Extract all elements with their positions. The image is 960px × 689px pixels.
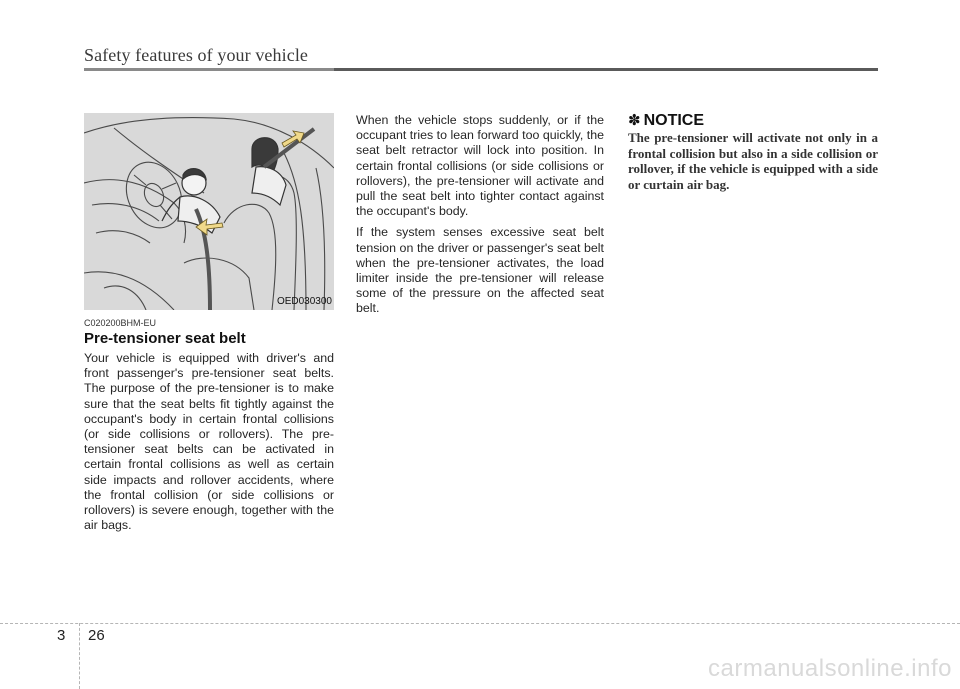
header-rule bbox=[84, 68, 878, 71]
section-code: C020200BHM-EU bbox=[84, 318, 157, 328]
footer-divider bbox=[79, 623, 80, 689]
car-interior-drawing bbox=[84, 113, 334, 310]
section-body: Your vehicle is equipped with driver's and front passenger's pre-tensioner seat belts. The purpose of the pre-tensioner is to make sure that the seat belts fit tightly against the occupant's body in certain frontal collisions (or side collisions or rollovers). The pre-tensioner seat belts can be activated in certain frontal collisions as well as certain side impacts and rollover accidents, where the frontal collision (or side collisions or rollovers) is severe enough, together with the air bags. bbox=[84, 351, 334, 533]
page-number: 26 bbox=[88, 627, 105, 644]
page-header-title: Safety features of your vehicle bbox=[84, 45, 309, 65]
notice-mark-icon: ✽ bbox=[628, 112, 641, 129]
section-heading: Pre-tensioner seat belt bbox=[84, 330, 246, 347]
header-rule-accent bbox=[84, 68, 334, 71]
column2-text bbox=[356, 113, 604, 323]
seat-belt-illustration bbox=[84, 113, 334, 310]
column2-paragraph-2: If the system senses excessive seat belt tension on the driver or passenger's seat belt when the pre-tensioner activates, the load limiter inside the pre-tensioner will release some of the pressure on the affected seat belt. bbox=[356, 225, 604, 316]
notice-heading bbox=[628, 111, 704, 130]
watermark: carmanualsonline.info bbox=[708, 655, 952, 682]
column2-paragraph-1: When the vehicle stops suddenly, or if the occupant tries to lean forward too quickly, the seat belt retractor will lock into position. In certain frontal collisions (or side collisions or rollovers), the pre-tensioner will activate and pull the seat belt into tighter contact against the occupant's body. bbox=[356, 113, 604, 219]
notice-heading-label: NOTICE bbox=[643, 112, 705, 129]
footer-rule bbox=[0, 623, 960, 624]
chapter-number: 3 bbox=[57, 627, 66, 644]
figure-code: OED030300 bbox=[276, 296, 332, 307]
notice-text: The pre-tensioner will activate not only in a frontal collision but also in a side collision or rollover, if the vehicle is equipped with a side or curtain air bag. bbox=[628, 130, 878, 192]
